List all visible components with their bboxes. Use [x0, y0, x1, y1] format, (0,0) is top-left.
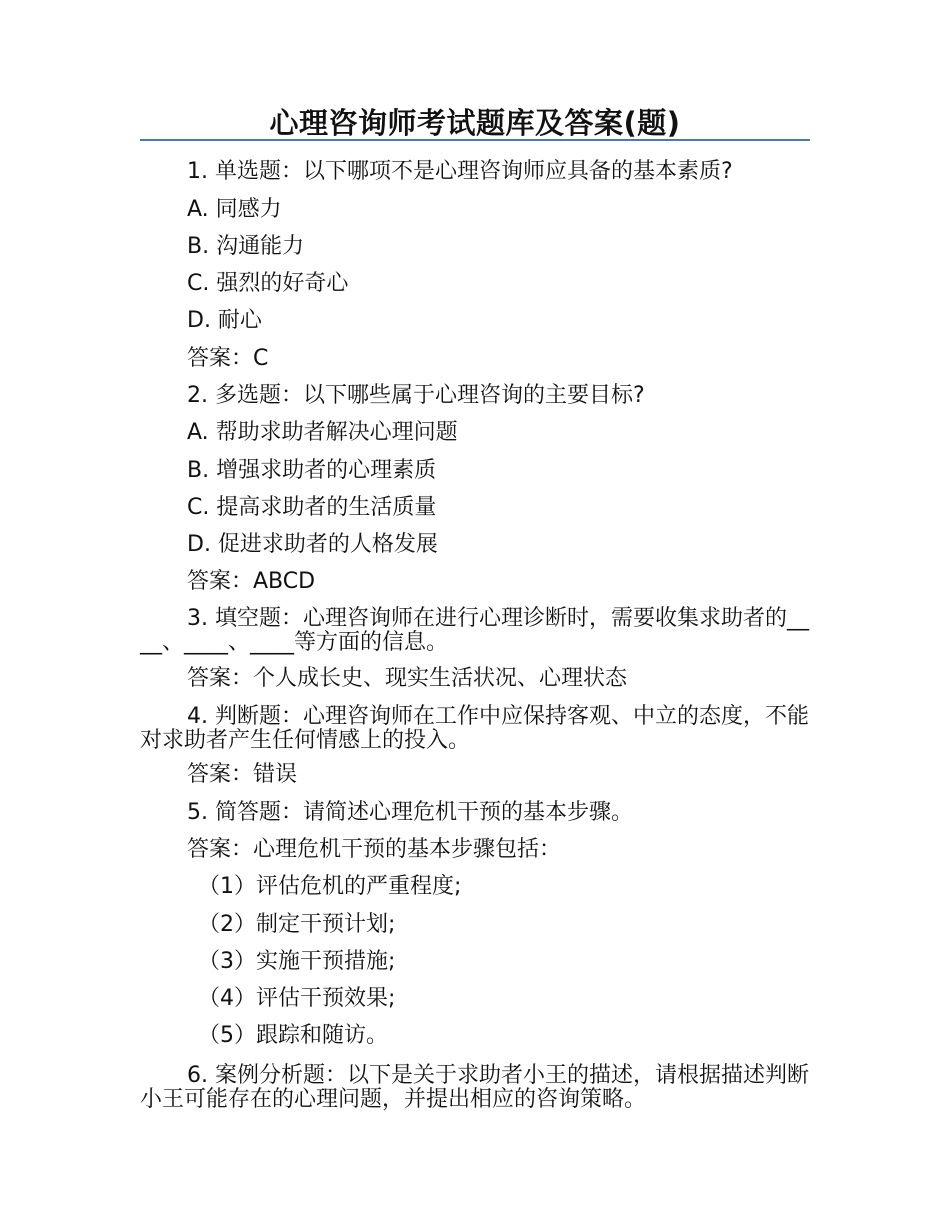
q2-option-c: C. 提高求助者的生活质量	[187, 495, 437, 520]
q2-option-a: A. 帮助求助者解决心理问题	[187, 420, 458, 445]
q2-question: 2. 多选题：以下哪些属于心理咨询的主要目标?	[187, 383, 645, 408]
q3-question: 3. 填空题：心理咨询师在进行心理诊断时，需要收集求助者的____、____、____等方面的信息。	[140, 606, 809, 655]
q1-question: 1. 单选题：以下哪项不是心理咨询师应具备的基本素质?	[187, 159, 733, 184]
q5-step-4: （4）评估干预效果;	[198, 986, 396, 1011]
q2-option-d: D. 促进求助者的人格发展	[187, 532, 438, 557]
q1-option-d: D. 耐心	[187, 308, 262, 333]
q4-question: 4. 判断题：心理咨询师在工作中应保持客观、中立的态度，不能对求助者产生任何情感上的投入。	[140, 704, 809, 753]
q5-step-2: （2）制定干预计划;	[198, 912, 396, 937]
q5-step-3: （3）实施干预措施;	[198, 949, 396, 974]
q5-step-5: （5）跟踪和随访。	[198, 1023, 388, 1048]
q4-answer: 答案：错误	[187, 762, 298, 787]
q5-question: 5. 简答题：请简述心理危机干预的基本步骤。	[187, 800, 633, 825]
q2-answer: 答案：ABCD	[187, 569, 316, 594]
q5-answer: 答案：心理危机干预的基本步骤包括：	[187, 837, 562, 862]
q5-step-1: （1）评估危机的严重程度;	[198, 874, 462, 899]
q6-question: 6. 案例分析题：以下是关于求助者小王的描述，请根据描述判断小王可能存在的心理问题，并提出相应的咨询策略。	[140, 1063, 809, 1112]
q1-option-c: C. 强烈的好奇心	[187, 271, 349, 296]
q3-answer: 答案：个人成长史、现实生活状况、心理状态	[187, 666, 628, 691]
q2-option-b: B. 增强求助者的心理素质	[187, 458, 437, 483]
q1-option-a: A. 同感力	[187, 197, 282, 222]
q1-option-b: B. 沟通能力	[187, 234, 305, 259]
title-underline	[140, 139, 810, 141]
q1-answer: 答案：C	[187, 346, 269, 371]
document-title: 心理咨询师考试题库及答案(题)	[269, 106, 681, 140]
